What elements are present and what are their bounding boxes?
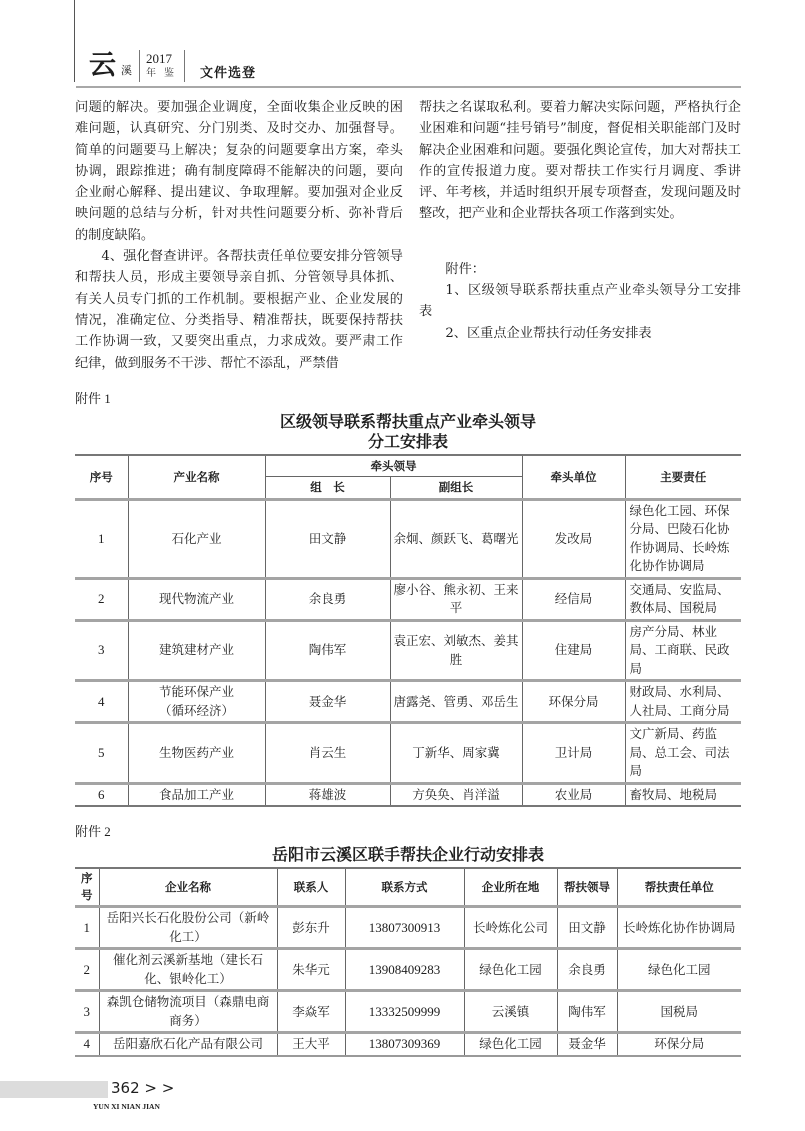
table-row — [75, 949, 741, 991]
cell-phone: 13807300913 — [345, 907, 464, 949]
annex1-title — [75, 412, 741, 452]
header-yearbook: 年鉴 — [146, 68, 182, 79]
page-footer — [0, 1078, 805, 1131]
header-unit: 帮扶责任单位 — [617, 868, 741, 907]
header-divider — [139, 50, 140, 82]
logo-char-xi: 溪 — [121, 64, 132, 77]
cell-deputy: 丁新华、周家冀 — [390, 723, 522, 784]
table-row — [75, 723, 741, 784]
cell-duty: 交通局、安监局、教体局、国税局 — [625, 578, 741, 620]
cell-industry: 建筑建材产业 — [128, 620, 265, 681]
cell-company: 岳阳兴长石化股份公司（新岭化工） — [99, 907, 277, 949]
cell-location: 长岭炼化公司 — [464, 907, 557, 949]
cell-leader: 陶伟军 — [265, 620, 390, 681]
header-deputy: 副组长 — [390, 477, 522, 500]
paragraph: 4、强化督查讲评。各帮扶责任单位要安排分管领导和帮扶人员，形成主要领导亲自抓、分管领导具体抓、有关人员专门抓的工作机制。要根据产业、企业发展的情况，准确定位、分类指导、精准帮扶，既要保持帮扶工作协调一致，又要突出重点，力求成效。要严肃工作纪律，做到服务不干涉、帮忙不添乱，严禁借 — [75, 249, 403, 371]
footer-subtitle: YUN XI NIAN JIAN — [93, 1101, 160, 1111]
cell-duty: 房产分局、林业局、工商联、民政局 — [625, 620, 741, 681]
cell-duty: 财政局、水利局、人社局、工商分局 — [625, 681, 741, 723]
cell-no: 3 — [75, 620, 128, 681]
cell-no: 6 — [75, 783, 128, 806]
table-row — [75, 907, 741, 949]
cell-deputy: 唐露尧、管勇、邓岳生 — [390, 681, 522, 723]
text-columns — [75, 97, 741, 374]
cell-deputy: 廖小谷、熊永初、王来平 — [390, 578, 522, 620]
annex1-section — [75, 390, 741, 808]
header-year: 2017 — [146, 51, 172, 66]
attachment-item: 1、区级领导联系帮扶重点产业牵头领导分工安排表 — [419, 283, 741, 320]
cell-phone: 13332509999 — [345, 991, 464, 1033]
cell-leader: 肖云生 — [265, 723, 390, 784]
header-duty: 主要责任 — [625, 455, 741, 500]
table-row — [75, 783, 741, 806]
table-row — [75, 620, 741, 681]
cell-no: 2 — [75, 949, 99, 991]
cell-industry: 现代物流产业 — [128, 578, 265, 620]
table-row — [75, 681, 741, 723]
annex1-title-line1: 区级领导联系帮扶重点产业牵头领导 — [279, 411, 536, 431]
cell-location: 绿色化工园 — [464, 949, 557, 991]
annex2-section — [75, 823, 741, 1057]
cell-no: 4 — [75, 1033, 99, 1056]
cell-unit: 环保分局 — [617, 1033, 741, 1056]
cell-deputy: 袁正宏、刘敏杰、姜其胜 — [390, 620, 522, 681]
header-phone: 联系方式 — [345, 868, 464, 907]
paragraph: 帮扶之名谋取私利。要着力解决实际问题，严格执行企业困难和问题“挂号销号”制度，督促相关职能部门及时解决企业困难和问题。要强化舆论宣传，加大对帮扶工作的宣传报道力度。要对帮扶工作实行月调度、季讲评、年考核，并适时组织开展专项督查，发现问题及时整改，把产业和企业帮扶各项工作落到实处。 — [419, 100, 741, 222]
header-divider — [184, 50, 185, 82]
logo-char-yun: 云 — [89, 50, 116, 81]
cell-phone: 13908409283 — [345, 949, 464, 991]
page-header — [0, 0, 805, 92]
cell-leader: 陶伟军 — [557, 991, 617, 1033]
footer-bar — [0, 1081, 108, 1098]
attachment-item: 2、区重点企业帮扶行动任务安排表 — [445, 325, 652, 341]
cell-contact: 王大平 — [277, 1033, 345, 1056]
cell-contact: 李焱军 — [277, 991, 345, 1033]
cell-unit: 绿色化工园 — [617, 949, 741, 991]
cell-industry: 石化产业 — [128, 499, 265, 578]
cell-deputy: 余炯、颜跃飞、葛曙光 — [390, 499, 522, 578]
left-text-column — [75, 97, 403, 374]
header-lead-group: 牵头领导 — [265, 455, 522, 477]
cell-duty: 绿色化工园、环保分局、巴陵石化协作协调局、长岭炼化协作协调局 — [625, 499, 741, 578]
cell-unit: 发改局 — [522, 499, 625, 578]
table-row — [75, 578, 741, 620]
cell-unit: 住建局 — [522, 620, 625, 681]
cell-leader: 余良勇 — [557, 949, 617, 991]
cell-location: 云溪镇 — [464, 991, 557, 1033]
header-company: 企业名称 — [99, 868, 277, 907]
cell-company: 岳阳嘉欣石化产品有限公司 — [99, 1033, 277, 1056]
cell-no: 4 — [75, 681, 128, 723]
cell-phone: 13807309369 — [345, 1033, 464, 1056]
section-title: 文件选登 — [200, 66, 257, 81]
cell-unit: 国税局 — [617, 991, 741, 1033]
header-vertical-line — [74, 0, 75, 82]
annex2-label: 附件 2 — [75, 824, 111, 840]
cell-duty: 文广新局、药监局、总工会、司法局 — [625, 723, 741, 784]
cell-company: 催化剂云溪新基地（建长石化、银岭化工） — [99, 949, 277, 991]
table-row — [75, 991, 741, 1033]
cell-no: 3 — [75, 991, 99, 1033]
cell-unit: 卫计局 — [522, 723, 625, 784]
cell-location: 绿色化工园 — [464, 1033, 557, 1056]
table-row — [75, 499, 741, 578]
cell-industry — [128, 681, 265, 723]
header-leader: 帮扶领导 — [557, 868, 617, 907]
cell-industry: 食品加工产业 — [128, 783, 265, 806]
cell-leader: 田文静 — [265, 499, 390, 578]
cell-no: 1 — [75, 907, 99, 949]
header-contact: 联系人 — [277, 868, 345, 907]
annex1-table — [75, 454, 741, 808]
annex1-title-line2: 分工安排表 — [367, 431, 448, 451]
right-text-column — [419, 97, 741, 344]
cell-leader: 余良勇 — [265, 578, 390, 620]
header-leader: 组 长 — [265, 477, 390, 500]
cell-unit: 经信局 — [522, 578, 625, 620]
cell-leader: 蒋雄波 — [265, 783, 390, 806]
annex1-label: 附件 1 — [75, 390, 111, 406]
cell-industry-line1: 节能环保产业 — [158, 684, 234, 700]
cell-industry: 生物医药产业 — [128, 723, 265, 784]
annex2-table — [75, 867, 741, 1057]
paragraph: 问题的解决。要加强企业调度，全面收集企业反映的困难问题，认真研究、分门别类、及时交办、加强督导。简单的问题要马上解决；复杂的问题要拿出方案，牵头协调，跟踪推进；确有制度障碍不能解决的问题，要向企业耐心解释、提出建议、争取理解。要加强对企业反映问题的总结与分析，针对共性问题要分析、弥补背后的制度缺陷。 — [75, 100, 403, 243]
header-unit: 牵头单位 — [522, 455, 625, 500]
cell-company: 森凯仓储物流项目（森鼎电商商务） — [99, 991, 277, 1033]
header-location: 企业所在地 — [464, 868, 557, 907]
page-number: 362 > > — [111, 1078, 175, 1097]
cell-unit: 农业局 — [522, 783, 625, 806]
annex2-title: 岳阳市云溪区联手帮扶企业行动安排表 — [271, 845, 544, 865]
cell-no: 1 — [75, 499, 128, 578]
header-rule — [76, 86, 741, 88]
cell-unit: 长岭炼化协作协调局 — [617, 907, 741, 949]
cell-leader: 田文静 — [557, 907, 617, 949]
table-row — [75, 1033, 741, 1056]
cell-industry-line2: （循环经济） — [158, 702, 234, 718]
main-content — [75, 92, 741, 1057]
cell-unit: 环保分局 — [522, 681, 625, 723]
header-industry: 产业名称 — [128, 455, 265, 500]
cell-leader: 聂金华 — [557, 1033, 617, 1056]
cell-contact: 朱华元 — [277, 949, 345, 991]
cell-contact: 彭东升 — [277, 907, 345, 949]
cell-no: 5 — [75, 723, 128, 784]
cell-deputy: 方奂奂、肖洋溢 — [390, 783, 522, 806]
cell-leader: 聂金华 — [265, 681, 390, 723]
attachments-label: 附件： — [445, 261, 485, 277]
header-no: 序号 — [75, 868, 99, 907]
cell-duty: 畜牧局、地税局 — [625, 783, 741, 806]
header-no: 序号 — [75, 455, 128, 500]
cell-no: 2 — [75, 578, 128, 620]
